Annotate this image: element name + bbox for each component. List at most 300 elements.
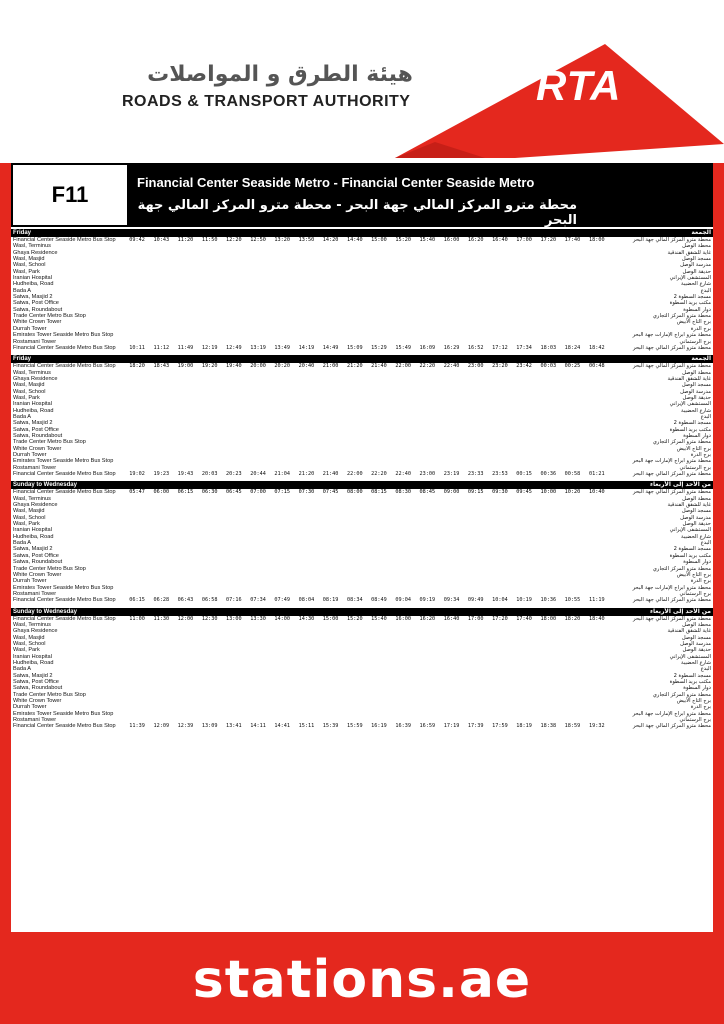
stop-name-english: Wasl, Masjid xyxy=(13,634,45,641)
header xyxy=(0,0,724,163)
departure-time: 12:39 xyxy=(177,723,194,730)
stop-name-arabic: مكتب بريد السطوة xyxy=(669,426,711,433)
departure-time: 07:49 xyxy=(274,597,291,604)
departure-time: 23:00 xyxy=(467,363,484,370)
stop-name-english: Financial Center Seaside Metro Bus Stop xyxy=(13,489,116,496)
stop-name-english: Durrah Tower xyxy=(13,325,47,332)
stop-name-arabic: مسجد الوصل xyxy=(681,634,711,641)
departure-time: 14:40 xyxy=(346,237,363,243)
departure-time: 16:40 xyxy=(443,615,460,622)
section-day-english: Friday xyxy=(11,355,125,363)
stop-name-arabic: دوار السطوة xyxy=(683,432,711,439)
departure-time: 06:45 xyxy=(226,489,242,496)
departure-time: 20:40 xyxy=(298,363,315,370)
departure-time: 15:00 xyxy=(371,237,387,243)
departure-time: 10:11 xyxy=(129,344,145,351)
departure-time: 18:00 xyxy=(540,615,557,622)
stop-name-arabic: محطة مترو أبراج الإمارات جهة البحر xyxy=(632,458,711,465)
stop-name-english: Durrah Tower xyxy=(13,704,47,711)
stop-name-arabic: محطة مترو المركز المالي جهة البحر xyxy=(632,723,711,730)
stop-name-arabic: مسجد السطوة 2 xyxy=(673,294,711,301)
departure-time: 16:40 xyxy=(492,237,508,243)
stop-name-arabic: برج الدرة xyxy=(690,704,711,711)
stop-name-arabic: محطة مترو المركز المالي جهة البحر xyxy=(632,597,711,604)
stop-name-english: Financial Center Seaside Metro Bus Stop xyxy=(13,723,116,730)
departure-time: 22:40 xyxy=(443,363,460,370)
departure-time: 06:15 xyxy=(177,489,194,496)
stop-name-arabic: برج التاج الأبيض xyxy=(676,319,711,326)
stop-name-english: Hudheiba, Road xyxy=(13,281,54,288)
departure-time: 12:09 xyxy=(153,723,170,730)
departure-time: 19:40 xyxy=(226,363,242,370)
section-header xyxy=(11,355,713,363)
departure-time: 16:19 xyxy=(371,723,387,730)
departure-time: 09:04 xyxy=(395,597,411,604)
stop-name-arabic: محطة الوصل xyxy=(682,369,711,376)
departure-time: 13:09 xyxy=(201,723,218,730)
departure-time: 15:29 xyxy=(371,344,387,351)
departure-time: 15:59 xyxy=(346,723,363,730)
departure-time: 16:20 xyxy=(419,615,436,622)
stop-name-english: Wasl, Park xyxy=(13,394,40,401)
departure-time: 08:04 xyxy=(298,597,315,604)
departure-time: 11:12 xyxy=(153,344,170,351)
departure-time: 07:15 xyxy=(274,489,291,496)
stop-name-english: Satwa, Post Office xyxy=(13,300,59,307)
departure-time: 18:38 xyxy=(540,723,557,730)
stop-name-arabic: محطة مترو أبراج الإمارات جهة البحر xyxy=(632,710,711,717)
departure-time: 08:00 xyxy=(346,489,363,496)
departure-time: 14:49 xyxy=(322,344,339,351)
departure-time: 11:20 xyxy=(177,237,194,243)
departure-time: 06:30 xyxy=(201,489,218,496)
departure-time: 14:11 xyxy=(250,723,266,730)
stop-name-arabic: غاية للشقق الفندقية xyxy=(667,249,711,256)
stop-name-arabic: المستشفى الإيراني xyxy=(669,527,711,534)
rta-logo-text: RTA xyxy=(536,62,622,109)
departure-time: 13:49 xyxy=(274,344,291,351)
departure-time: 10:43 xyxy=(153,237,170,243)
stop-name-arabic: برج التاج الأبيض xyxy=(676,698,711,705)
stop-name-arabic: البدع xyxy=(700,413,711,420)
org-name-english: ROADS & TRANSPORT AUTHORITY xyxy=(122,93,411,110)
departure-time: 18:42 xyxy=(588,344,605,351)
section-header xyxy=(11,229,713,237)
stop-name-english: Wasl, Masjid xyxy=(13,256,45,263)
stop-name-english: Wasl, Terminus xyxy=(13,495,51,502)
departure-time: 15:20 xyxy=(395,237,411,243)
stop-name-english: Iranian Hospital xyxy=(13,527,52,534)
departure-time: 00:58 xyxy=(564,471,581,478)
section-header-fill xyxy=(125,355,609,363)
stop-name-arabic: برج التاج الأبيض xyxy=(676,445,711,452)
stop-name-english: Satwa, Post Office xyxy=(13,679,59,685)
departure-time: 09:00 xyxy=(443,489,460,496)
stop-name-english: Ghaya Residence xyxy=(13,502,58,509)
departure-time: 00:48 xyxy=(588,363,605,370)
stop-name-english: Bada A xyxy=(13,413,32,420)
stop-name-arabic: محطة مترو المركز المالي جهة البحر xyxy=(632,237,711,243)
departure-time: 06:15 xyxy=(129,597,145,604)
stop-name-english: Trade Center Metro Bus Stop xyxy=(13,691,86,698)
stop-name-arabic: حديقة الوصل xyxy=(682,647,711,654)
stop-name-arabic: محطة مترو أبراج الإمارات جهة البحر xyxy=(632,584,711,591)
departure-time: 09:30 xyxy=(492,489,508,496)
stop-name-english: Satwa, Roundabout xyxy=(13,559,63,566)
stop-name-english: Trade Center Metro Bus Stop xyxy=(13,565,86,572)
stop-name-arabic: محطة الوصل xyxy=(682,243,711,250)
departure-time: 11:19 xyxy=(588,597,605,604)
stop-name-english: Rostamani Tower xyxy=(13,590,57,597)
departure-time: 07:30 xyxy=(298,489,315,496)
departure-time: 11:49 xyxy=(177,344,194,351)
stop-name-english: Rostamani Tower xyxy=(13,717,57,724)
departure-time: 17:00 xyxy=(467,615,484,622)
section-header xyxy=(11,608,713,616)
timetable-grid xyxy=(11,229,713,734)
stop-name-arabic: محطة مترو المركز التجاري xyxy=(652,313,711,320)
departure-time: 06:00 xyxy=(153,489,170,496)
departure-time: 19:00 xyxy=(177,363,194,370)
stop-name-english: Wasl, School xyxy=(13,388,46,395)
departure-time: 10:36 xyxy=(540,597,557,604)
departure-time: 08:34 xyxy=(346,597,363,604)
stop-name-arabic: دوار السطوة xyxy=(683,559,711,566)
section-header-fill xyxy=(125,608,609,616)
departure-time: 22:00 xyxy=(346,471,363,478)
stop-name-arabic: مدرسة الوصل xyxy=(680,514,711,521)
departure-time: 18:24 xyxy=(564,344,581,351)
stop-name-arabic: مسجد الوصل xyxy=(681,508,711,515)
departure-time: 21:00 xyxy=(322,363,339,370)
stop-name-english: White Crown Tower xyxy=(13,319,62,326)
section-day-arabic: من الأحد إلى الأربعاء xyxy=(609,481,713,489)
departure-time: 17:40 xyxy=(516,615,532,622)
stop-name-arabic: برج الرستماني xyxy=(679,717,711,724)
stop-name-english: Satwa, Masjid 2 xyxy=(13,672,53,679)
departure-time: 10:55 xyxy=(564,597,581,604)
departure-time: 16:39 xyxy=(395,723,411,730)
stop-name-arabic: مسجد الوصل xyxy=(681,256,711,263)
stop-name-english: Wasl, Park xyxy=(13,521,40,528)
stop-name-arabic: محطة مترو المركز المالي جهة البحر xyxy=(632,344,711,351)
stop-name-arabic: مكتب بريد السطوة xyxy=(669,300,711,307)
departure-time: 17:40 xyxy=(564,237,581,243)
stop-name-english: Emirates Tower Seaside Metro Bus Stop xyxy=(13,584,114,591)
stop-name-english: Hudheiba, Road xyxy=(13,533,54,540)
departure-time: 09:45 xyxy=(516,489,532,496)
departure-time: 11:30 xyxy=(153,615,170,622)
departure-time: 14:19 xyxy=(298,344,315,351)
stop-name-english: Financial Center Seaside Metro Bus Stop xyxy=(13,363,116,370)
departure-time: 22:00 xyxy=(395,363,411,370)
departure-time: 06:28 xyxy=(153,597,170,604)
departure-time: 08:30 xyxy=(395,489,411,496)
stop-name-english: Emirates Tower Seaside Metro Bus Stop xyxy=(13,458,114,465)
stop-name-english: Wasl, School xyxy=(13,514,46,521)
departure-time: 11:50 xyxy=(201,237,218,243)
stop-name-english: Satwa, Post Office xyxy=(13,426,59,433)
departure-time: 09:34 xyxy=(443,597,460,604)
departure-time: 23:00 xyxy=(419,471,436,478)
departure-time: 21:20 xyxy=(298,471,315,478)
stop-name-english: Wasl, Terminus xyxy=(13,621,51,628)
stop-name-english: Bada A xyxy=(13,540,32,547)
stop-name-english: Rostamani Tower xyxy=(13,464,57,471)
stop-name-arabic: غاية للشقق الفندقية xyxy=(667,502,711,509)
stop-name-arabic: مدرسة الوصل xyxy=(680,262,711,269)
departure-time: 13:30 xyxy=(250,615,266,622)
departure-time: 01:21 xyxy=(588,471,605,478)
departure-time: 14:41 xyxy=(274,723,291,730)
departure-time: 05:47 xyxy=(129,489,145,496)
departure-time: 10:04 xyxy=(492,597,508,604)
stop-name-arabic: برج الرستماني xyxy=(679,464,711,471)
stop-name-english: Satwa, Masjid 2 xyxy=(13,546,53,553)
stop-name-arabic: دوار السطوة xyxy=(683,685,711,692)
departure-time: 12:50 xyxy=(250,237,266,243)
departure-time: 08:19 xyxy=(322,597,339,604)
stop-name-english: Bada A xyxy=(13,666,32,673)
departure-time: 20:03 xyxy=(201,471,218,478)
stop-name-english: Bada A xyxy=(13,287,32,294)
departure-time: 19:02 xyxy=(129,471,145,478)
stop-name-arabic: مسجد السطوة 2 xyxy=(673,420,711,427)
departure-time: 21:20 xyxy=(346,363,363,370)
stop-name-english: Satwa, Roundabout xyxy=(13,432,63,439)
stop-name-english: White Crown Tower xyxy=(13,698,62,705)
stop-name-arabic: محطة مترو المركز المالي جهة البحر xyxy=(632,615,711,622)
departure-time: 21:40 xyxy=(371,363,387,370)
departure-time: 23:33 xyxy=(467,471,484,478)
stop-name-arabic: المستشفى الإيراني xyxy=(669,275,711,282)
stop-name-english: White Crown Tower xyxy=(13,445,62,452)
departure-time: 15:20 xyxy=(346,615,363,622)
departure-time: 17:19 xyxy=(443,723,460,730)
departure-time: 15:00 xyxy=(322,615,339,622)
departure-time: 14:30 xyxy=(298,615,315,622)
departure-time: 22:40 xyxy=(395,471,411,478)
stop-name-english: Wasl, Masjid xyxy=(13,508,45,515)
stop-name-english: Ghaya Residence xyxy=(13,628,58,635)
departure-time: 09:42 xyxy=(129,237,145,243)
stop-name-arabic: شارع الحضيبة xyxy=(681,533,711,540)
stop-name-english: Satwa, Masjid 2 xyxy=(13,294,53,301)
departure-time: 14:20 xyxy=(322,237,339,243)
stop-name-english: Satwa, Post Office xyxy=(13,552,59,559)
departure-time: 15:11 xyxy=(298,723,315,730)
section-day-english: Sunday to Wednesday xyxy=(11,481,125,489)
departure-time: 17:00 xyxy=(516,237,532,243)
departure-time: 00:03 xyxy=(540,363,557,370)
stop-name-english: Wasl, Park xyxy=(13,647,40,654)
departure-time: 15:49 xyxy=(395,344,411,351)
stop-name-english: Hudheiba, Road xyxy=(13,407,54,414)
stop-name-arabic: برج الدرة xyxy=(690,578,711,585)
stop-name-arabic: البدع xyxy=(700,666,711,673)
stop-name-arabic: البدع xyxy=(700,287,711,294)
route-number: F11 xyxy=(11,163,129,227)
departure-time: 23:20 xyxy=(492,363,508,370)
departure-time: 07:45 xyxy=(322,489,339,496)
departure-time: 18:40 xyxy=(588,615,605,622)
stop-name-arabic: برج التاج الأبيض xyxy=(676,571,711,578)
stop-name-english: Trade Center Metro Bus Stop xyxy=(13,439,86,446)
stop-name-english: Wasl, School xyxy=(13,262,46,269)
departure-time: 00:25 xyxy=(564,363,581,370)
departure-time: 18:20 xyxy=(564,615,581,622)
departure-time: 16:00 xyxy=(443,237,460,243)
route-title-bar xyxy=(11,163,713,227)
departure-time: 17:12 xyxy=(492,344,508,351)
departure-time: 10:40 xyxy=(588,489,605,496)
stop-name-arabic: مسجد السطوة 2 xyxy=(673,546,711,553)
section-header xyxy=(11,481,713,489)
departure-time: 10:19 xyxy=(516,597,532,604)
stop-name-english: Ghaya Residence xyxy=(13,375,58,382)
stop-name-arabic: محطة الوصل xyxy=(682,621,711,628)
section-gap-cell xyxy=(11,730,713,734)
stop-name-arabic: برج الرستماني xyxy=(679,338,711,345)
stop-name-english: Trade Center Metro Bus Stop xyxy=(13,313,86,320)
departure-time: 08:49 xyxy=(371,597,387,604)
departure-time: 22:20 xyxy=(371,471,387,478)
section-gap xyxy=(11,730,713,734)
stop-name-arabic: المستشفى الإيراني xyxy=(669,401,711,408)
departure-time: 18:00 xyxy=(588,237,605,243)
departure-time: 12:20 xyxy=(226,237,242,243)
departure-time: 11:00 xyxy=(129,615,145,622)
stop-name-arabic: برج الدرة xyxy=(690,452,711,458)
stop-name-english: Satwa, Masjid 2 xyxy=(13,420,53,427)
stop-name-arabic: محطة مترو المركز المالي جهة البحر xyxy=(632,471,711,478)
departure-time: 08:45 xyxy=(419,489,436,496)
stop-name-english: Wasl, Terminus xyxy=(13,369,51,376)
stop-name-arabic: حديقة الوصل xyxy=(682,268,711,275)
section-day-arabic: الجمعة xyxy=(609,355,713,363)
departure-time: 12:30 xyxy=(201,615,218,622)
stop-name-arabic: غاية للشقق الفندقية xyxy=(667,628,711,635)
stop-name-english: Financial Center Seaside Metro Bus Stop xyxy=(13,471,116,478)
stop-name-english: Financial Center Seaside Metro Bus Stop xyxy=(13,597,116,604)
section-day-english: Sunday to Wednesday xyxy=(11,608,125,616)
timetable xyxy=(11,229,713,734)
stop-name-arabic: برج الرستماني xyxy=(679,590,711,597)
stop-name-english: Iranian Hospital xyxy=(13,653,52,660)
stop-name-english: Wasl, Terminus xyxy=(13,243,51,250)
stop-name-english: White Crown Tower xyxy=(13,571,62,578)
departure-time: 00:36 xyxy=(540,471,557,478)
departure-time: 16:29 xyxy=(443,344,460,351)
org-name-arabic: هيئة الطرق و المواصلات xyxy=(147,62,413,87)
departure-time: 08:15 xyxy=(371,489,387,496)
section-day-arabic: الجمعة xyxy=(609,229,713,237)
stop-name-english: Wasl, School xyxy=(13,640,46,647)
departure-time: 20:20 xyxy=(274,363,291,370)
stop-name-arabic: محطة مترو أبراج الإمارات جهة البحر xyxy=(632,332,711,339)
stop-name-english: Financial Center Seaside Metro Bus Stop xyxy=(13,615,116,622)
departure-time: 13:20 xyxy=(274,237,291,243)
section-header-fill xyxy=(125,481,609,489)
stop-name-arabic: البدع xyxy=(700,540,711,547)
departure-time: 23:19 xyxy=(443,471,460,478)
departure-time: 06:43 xyxy=(177,597,194,604)
departure-time: 17:39 xyxy=(467,723,484,730)
stop-name-english: Wasl, Masjid xyxy=(13,382,45,389)
departure-time: 18:20 xyxy=(129,363,145,370)
departure-time: 20:23 xyxy=(226,471,242,478)
departure-time: 19:43 xyxy=(177,471,194,478)
departure-time: 09:49 xyxy=(467,597,484,604)
stop-name-arabic: مدرسة الوصل xyxy=(680,388,711,395)
departure-time: 17:20 xyxy=(492,615,508,622)
departure-time: 07:34 xyxy=(250,597,266,604)
route-title-english: Financial Center Seaside Metro - Financial Center Seaside Metro xyxy=(137,175,535,190)
stop-name-english: Financial Center Seaside Metro Bus Stop xyxy=(13,237,116,243)
departure-time: 16:09 xyxy=(419,344,436,351)
departure-time: 14:00 xyxy=(274,615,291,622)
departure-time: 18:59 xyxy=(564,723,581,730)
stop-name-arabic: محطة مترو المركز التجاري xyxy=(652,565,711,572)
stop-name-arabic: محطة مترو المركز المالي جهة البحر xyxy=(632,363,711,370)
timetable-sheet xyxy=(11,163,713,932)
stop-name-english: Satwa, Roundabout xyxy=(13,306,63,313)
stop-name-english: Satwa, Roundabout xyxy=(13,685,63,692)
departure-time: 16:20 xyxy=(467,237,484,243)
departure-time: 12:00 xyxy=(177,615,194,622)
departure-time: 22:20 xyxy=(419,363,436,370)
departure-time: 23:53 xyxy=(492,471,508,478)
departure-time: 07:00 xyxy=(250,489,266,496)
stop-name-arabic: برج الدرة xyxy=(690,325,711,332)
departure-time: 18:03 xyxy=(540,344,557,351)
stop-name-arabic: حديقة الوصل xyxy=(682,521,711,528)
departure-time: 06:58 xyxy=(201,597,218,604)
stop-name-arabic: مكتب بريد السطوة xyxy=(669,679,711,685)
departure-time: 17:34 xyxy=(516,344,532,351)
stop-name-arabic: المستشفى الإيراني xyxy=(669,653,711,660)
departure-time: 21:40 xyxy=(322,471,339,478)
section-header-fill xyxy=(125,229,609,237)
departure-time: 13:00 xyxy=(226,615,242,622)
stop-name-arabic: محطة الوصل xyxy=(682,495,711,502)
stop-name-english: Iranian Hospital xyxy=(13,275,52,282)
stop-name-arabic: غاية للشقق الفندقية xyxy=(667,375,711,382)
stop-name-arabic: محطة مترو المركز التجاري xyxy=(652,439,711,446)
stop-name-arabic: مسجد السطوة 2 xyxy=(673,672,711,679)
departure-time: 12:49 xyxy=(226,344,242,351)
departure-time: 23:42 xyxy=(516,363,532,370)
stop-name-english: Wasl, Park xyxy=(13,268,40,275)
stop-name-english: Financial Center Seaside Metro Bus Stop xyxy=(13,344,116,351)
departure-time: 13:50 xyxy=(298,237,315,243)
stop-name-arabic: مكتب بريد السطوة xyxy=(669,552,711,559)
departure-time: 17:20 xyxy=(540,237,557,243)
departure-time: 12:19 xyxy=(201,344,218,351)
departure-time: 11:39 xyxy=(129,723,145,730)
departure-time: 21:04 xyxy=(274,471,291,478)
departure-time: 18:19 xyxy=(516,723,532,730)
stop-name-english: Hudheiba, Road xyxy=(13,659,54,666)
departure-time: 19:32 xyxy=(588,723,605,730)
route-title-arabic: محطة مترو المركز المالي جهة البحر - محطة مترو المركز المالي جهة البحر xyxy=(137,198,577,228)
departure-time: 15:39 xyxy=(322,723,339,730)
stop-name-arabic: محطة مترو المركز التجاري xyxy=(652,691,711,698)
departure-time: 15:40 xyxy=(371,615,387,622)
stop-name-arabic: مسجد الوصل xyxy=(681,382,711,389)
stop-name-english: Rostamani Tower xyxy=(13,338,57,345)
departure-time: 13:19 xyxy=(250,344,266,351)
